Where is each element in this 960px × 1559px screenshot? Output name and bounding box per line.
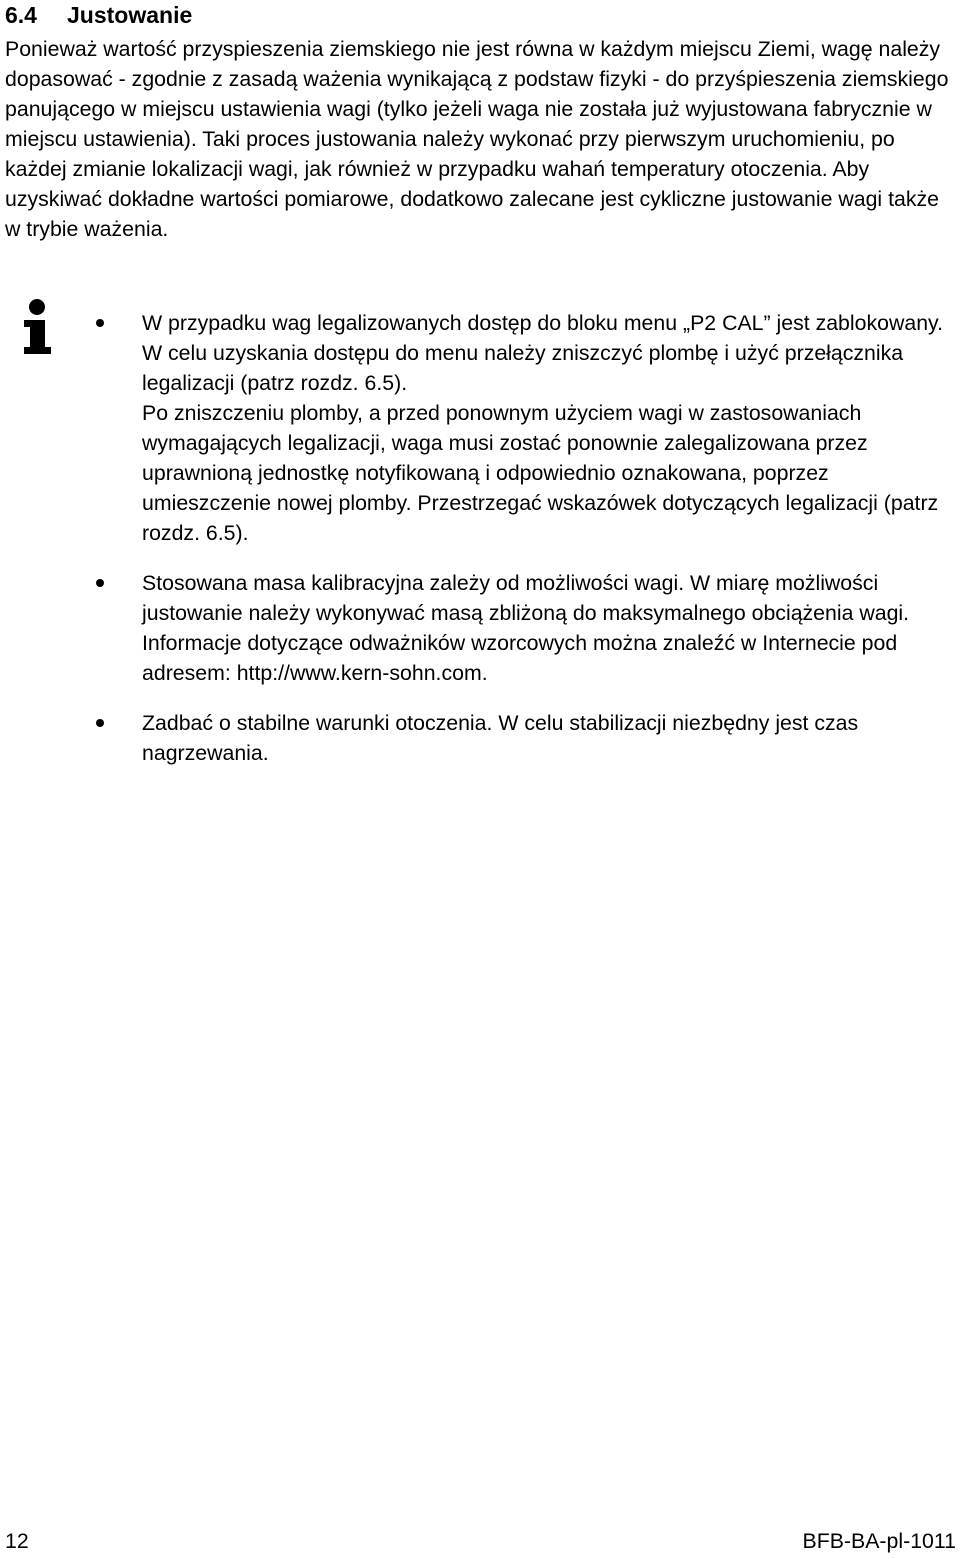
intro-text: Ponieważ wartość przyspieszenia ziemskiego nie jest równa w każdym miejscu Ziemi, wagę należy dopasować - zgodnie z zasadą ważenia wynikającą z podstaw fizyki - do przyśpieszenia ziemskiego panującego w miejscu ustawienia wagi (tylko jeżeli waga nie została już wyjustowana fabrycznie w miejscu ustawienia). Taki proces justowania należy wykonać przy pierwszym uruchomieniu, po każdej zmianie lokalizacji wagi, jak również w przypadku wahań temperatury otoczenia. Aby uzyskiwać dokładne wartości pomiarowe, dodatkowo zalecane jest cykliczne justowanie wagi także w trybie ważenia. (5, 37, 949, 241)
section-title: Justowanie (67, 2, 193, 28)
list-item-text: W przypadku wag legalizowanych dostęp do bloku menu „P2 CAL” jest zablokowany. W celu uzyskania dostępu do menu należy zniszczyć plombę i użyć przełącznika legalizacji (patrz rozdz. 6.5). (142, 311, 944, 395)
bullet-icon (96, 579, 104, 587)
bullet-icon (96, 319, 104, 327)
page-number: 12 (5, 1529, 29, 1553)
info-icon (18, 298, 58, 356)
list-item-text: Stosowana masa kalibracyjna zależy od możliwości wagi. W miarę możliwości justowanie należy wykonywać masą zbliżoną do maksymalnego obciążenia wagi. Informacje dotyczące odważników wzorcowych można znaleźć w Internecie pod adresem: http://www.kern-sohn.com. (142, 571, 910, 685)
intro-paragraph (5, 34, 957, 244)
section-heading (5, 0, 192, 30)
list-item (96, 708, 956, 768)
info-icon-graphic (18, 298, 58, 356)
list-item (96, 568, 956, 688)
bullet-icon (96, 719, 104, 727)
document-code: BFB-BA-pl-1011 (802, 1529, 956, 1553)
section-number: 6.4 (5, 2, 37, 28)
list-item (96, 308, 956, 548)
notes-list (96, 308, 956, 788)
list-item-text: Zadbać o stabilne warunki otoczenia. W celu stabilizacji niezbędny jest czas nagrzewania. (142, 711, 859, 765)
list-item-text: Po zniszczeniu plomby, a przed ponownym użyciem wagi w zastosowaniach wymagających legalizacji, waga musi zostać ponownie zalegalizowana przez uprawnioną jednostkę notyfikowaną i odpowiednio oznakowana, poprzez umieszczenie nowej plomby. Przestrzegać wskazówek dotyczących legalizacji (patrz rozdz. 6.5). (142, 401, 939, 545)
